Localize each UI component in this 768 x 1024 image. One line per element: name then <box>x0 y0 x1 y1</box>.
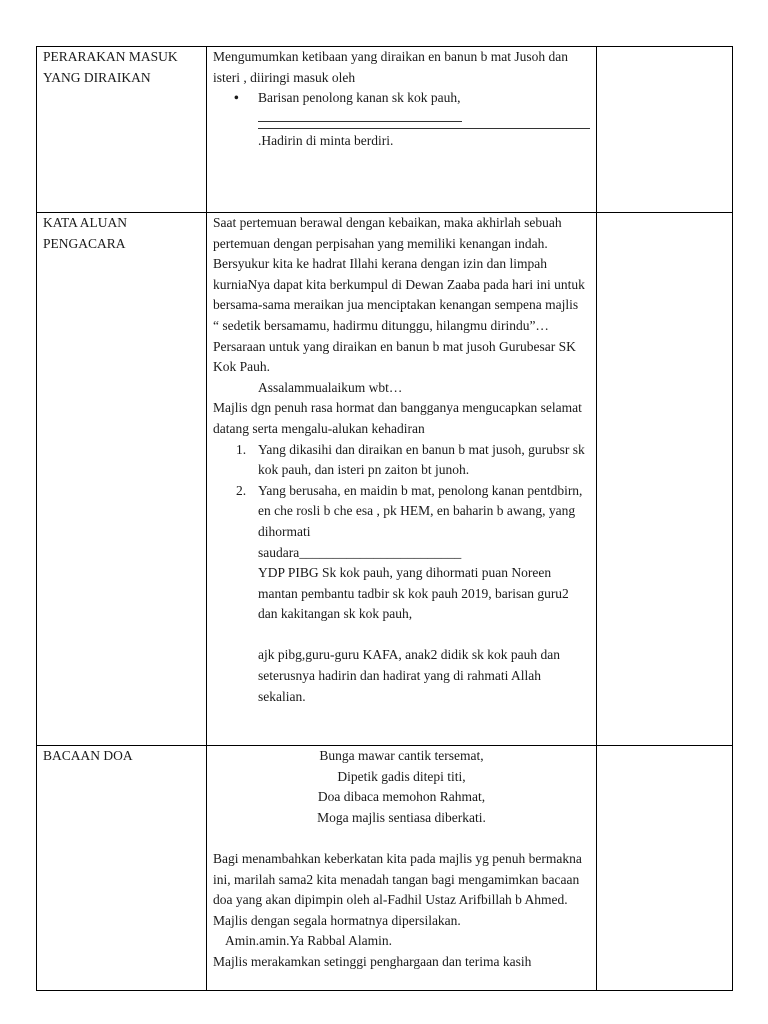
pantun-line: Doa dibaca memohon Rahmat, <box>317 789 486 805</box>
program-script-table <box>36 46 733 991</box>
paragraph: Majlis merakamkan setinggi penghargaan dan terima kasih <box>213 953 532 969</box>
list-item <box>236 481 590 543</box>
paragraph: Bagi menambahkan keberkatan kita pada majlis yg penuh bermakna ini, marilah sama2 kita menadah tangan bagi mengamimkan bacaan doa yang akan dipimpin oleh al-Fadhil Ustaz Arifbillah b Ahmed. <box>213 850 582 908</box>
paragraph: Saat pertemuan berawal dengan kebaikan, maka akhirlah sebuah pertemuan dengan perpisahan yang memiliki kenangan indah. Bersyukur kita ke hadrat Illahi kerana dengan izin dan limpah kurniaNya dapat kita berkumpul di Dewan Zaaba pada hari ini untuk bersama-sama meraikan jua menciptakan kenangan sempena majlis <box>213 215 585 313</box>
table-row-kata-aluan <box>37 213 733 746</box>
section-label-cell <box>37 746 207 991</box>
saudara-line: saudara________________________ <box>258 544 462 560</box>
list-number: 1. <box>236 441 247 457</box>
pantun-line: Bunga mawar cantik tersemat, <box>319 748 484 763</box>
list-item-text: Yang berusaha, en maidin b mat, penolong kanan pentdbirn, en che rosli b che esa , pk HEM, en baharin b awang, yang dihormati <box>258 482 583 539</box>
paragraph: YDP PIBG Sk kok pauh, yang dihormati puan Noreen mantan pembantu tadbir sk kok pauh 2019, barisan guru2 dan kakitangan sk kok pauh, <box>258 565 569 622</box>
escort-list <box>213 88 590 109</box>
pantun-line: Moga majlis sentiasa diberkati. <box>317 809 486 825</box>
section-content-cell <box>207 213 597 746</box>
list-item <box>236 440 590 481</box>
notes-cell <box>597 47 733 213</box>
guest-list <box>213 440 590 543</box>
section-label: PERARAKAN MASUK YANG DIRAIKAN <box>43 49 178 85</box>
section-content-cell <box>207 47 597 213</box>
amin-line: Amin.amin.Ya Rabbal Alamin. <box>225 933 392 949</box>
paragraph: Persaraan untuk yang diraikan en banun b mat jusoh Gurubesar SK Kok Pauh. <box>213 338 576 375</box>
table-row-bacaan-doa <box>37 746 733 991</box>
paragraph: ajk pibg,guru-guru KAFA, anak2 didik sk kok pauh dan seterusnya hadirin dan hadirat yang di rahmati Allah sekalian. <box>258 647 560 704</box>
fill-in-line <box>258 121 462 122</box>
closing-instruction: .Hadirin di minta berdiri. <box>258 132 394 148</box>
fill-in-line <box>258 128 590 129</box>
section-label: KATA ALUAN PENGACARA <box>43 215 128 251</box>
paragraph: Majlis dengan segala hormatnya dipersilakan. <box>213 912 461 928</box>
paragraph: Majlis dgn penuh rasa hormat dan bangganya mengucapkan selamat datang serta mengalu-alukan kehadiran <box>213 400 582 436</box>
quote-text: “ sedetik bersamamu, hadirmu ditunggu, hilangmu dirindu”… <box>213 317 549 333</box>
list-number: 2. <box>236 482 247 498</box>
list-item: • Barisan penolong kanan sk kok pauh, <box>258 88 590 109</box>
notes-cell <box>597 213 733 746</box>
section-label-cell <box>37 47 207 213</box>
greeting-text: Assalammualaikum wbt… <box>258 379 403 395</box>
table-row-perarakan <box>37 47 733 213</box>
list-item-text: Yang dikasihi dan diraikan en banun b mat jusoh, gurubsr sk kok pauh, dan isteri pn zaiton bt junoh. <box>258 441 585 478</box>
notes-cell <box>597 746 733 991</box>
section-label: BACAAN DOA <box>43 748 133 763</box>
pantun-line: Dipetik gadis ditepi titi, <box>337 768 466 784</box>
section-content-cell <box>207 746 597 991</box>
section-label-cell <box>37 213 207 746</box>
announcement-text: Mengumumkan ketibaan yang diraikan en banun b mat Jusoh dan isteri , diiringi masuk oleh <box>213 49 569 85</box>
